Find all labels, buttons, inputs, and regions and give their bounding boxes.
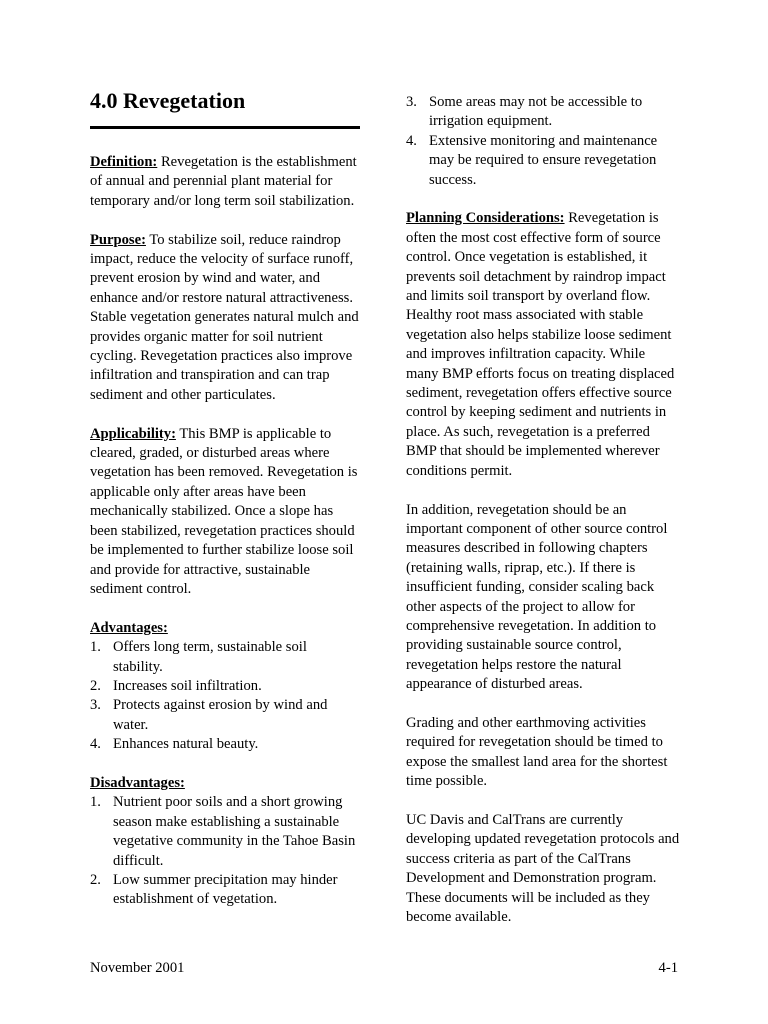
list-item bbox=[406, 132, 680, 190]
disadvantages-list bbox=[90, 793, 360, 909]
list-number: 4. bbox=[90, 736, 101, 753]
list-item bbox=[406, 93, 680, 132]
definition-text: Revegetation is the establishment of annual and perennial plant material for temporary and/or long term soil stabilization. bbox=[90, 154, 357, 209]
definition-label: Definition: bbox=[90, 154, 158, 170]
applicability-paragraph bbox=[90, 425, 360, 600]
planning-text: Revegetation is often the most cost effective form of source control. Once vegetation is established, it prevents soil detachment by raindrop impact and limits soil transport by overland flow. Healthy root mass associated with stable vegetation also helps stabilize loose sediment and improves infiltration capacity. While many BMP efforts focus on treating displaced sediment, revegetation offers effective source control by keeping sediment and nutrients in place. As such, revegetation is a preferred BMP that should be implemented wherever conditions permit. bbox=[406, 210, 675, 479]
list-item bbox=[90, 677, 360, 696]
list-text: Some areas may not be accessible to irrigation equipment. bbox=[429, 94, 643, 130]
list-text: Enhances natural beauty. bbox=[113, 736, 259, 753]
list-number: 1. bbox=[90, 794, 101, 811]
left-column bbox=[90, 88, 360, 910]
purpose-text: To stabilize soil, reduce raindrop impact, reduce the velocity of surface runoff, prevent erosion by wind and water, and enhance and/or restore natural attractiveness. Stable vegetation generates natural mulch and provides organic matter for soil nutrient cycling. Revegetation practices also improve infiltration and transpiration and can trap sediment and other particulates. bbox=[90, 231, 359, 403]
applicability-text: This BMP is applicable to cleared, graded, or disturbed areas where vegetation has been removed. Revegetation is applicable only after areas have been mechanically stabilized. Once a slope has been stabilized, revegetation practices should be implemented to further stabilize loose soil and provide for attractive, sustainable sediment control. bbox=[90, 425, 358, 597]
list-item bbox=[90, 871, 360, 910]
title-rule bbox=[90, 126, 360, 129]
list-item bbox=[90, 735, 360, 754]
grading-paragraph: Grading and other earthmoving activities required for revegetation should be timed to expose the smallest land area for the shortest time possible. bbox=[406, 714, 668, 790]
page-title: 4.0 Revegetation bbox=[90, 88, 246, 113]
ucdavis-paragraph: UC Davis and CalTrans are currently developing updated revegetation protocols and success criteria as part of the CalTrans Development and Demonstration program. These documents will be included as they become available. bbox=[406, 811, 680, 925]
list-number: 3. bbox=[90, 697, 101, 714]
list-number: 2. bbox=[90, 677, 101, 694]
applicability-label: Applicability: bbox=[90, 425, 176, 442]
right-column bbox=[406, 93, 680, 947]
list-text: Offers long term, sustainable soil stability. bbox=[113, 639, 307, 675]
list-text: Protects against erosion by wind and water. bbox=[113, 697, 328, 733]
list-text: Extensive monitoring and maintenance may be required to ensure revegetation success. bbox=[429, 132, 658, 188]
definition-paragraph bbox=[90, 153, 360, 211]
planning-paragraph bbox=[406, 209, 680, 481]
advantages-list bbox=[90, 638, 360, 754]
page-number: 4-1 bbox=[658, 960, 678, 976]
list-number: 1. bbox=[90, 639, 101, 656]
footer-date: November 2001 bbox=[90, 960, 185, 976]
list-number: 2. bbox=[90, 871, 101, 888]
disadvantages-heading: Disadvantages: bbox=[90, 774, 185, 791]
list-number: 4. bbox=[406, 132, 417, 149]
additional-paragraph: In addition, revegetation should be an important component of other source control measures described in following chapters (retaining walls, riprap, etc.). If there is insufficient funding, consider scaling back other aspects of the project to allow for comprehensive revegetation. In addition to providing sustainable source control, revegetation helps restore the natural appearance of disturbed areas. bbox=[406, 501, 668, 693]
planning-label: Planning Considerations: bbox=[406, 210, 565, 227]
list-item bbox=[90, 638, 360, 677]
list-text: Nutrient poor soils and a short growing season make establishing a sustainable vegetative community in the Tahoe Basin difficult. bbox=[113, 794, 356, 869]
list-number: 3. bbox=[406, 94, 417, 110]
disadvantages-list-continued bbox=[406, 93, 680, 190]
list-item bbox=[90, 793, 360, 871]
list-item bbox=[90, 696, 360, 735]
purpose-label: Purpose: bbox=[90, 231, 146, 248]
advantages-heading: Advantages: bbox=[90, 619, 168, 636]
list-text: Increases soil infiltration. bbox=[113, 677, 262, 694]
purpose-paragraph bbox=[90, 231, 360, 406]
list-text: Low summer precipitation may hinder establishment of vegetation. bbox=[113, 871, 338, 908]
